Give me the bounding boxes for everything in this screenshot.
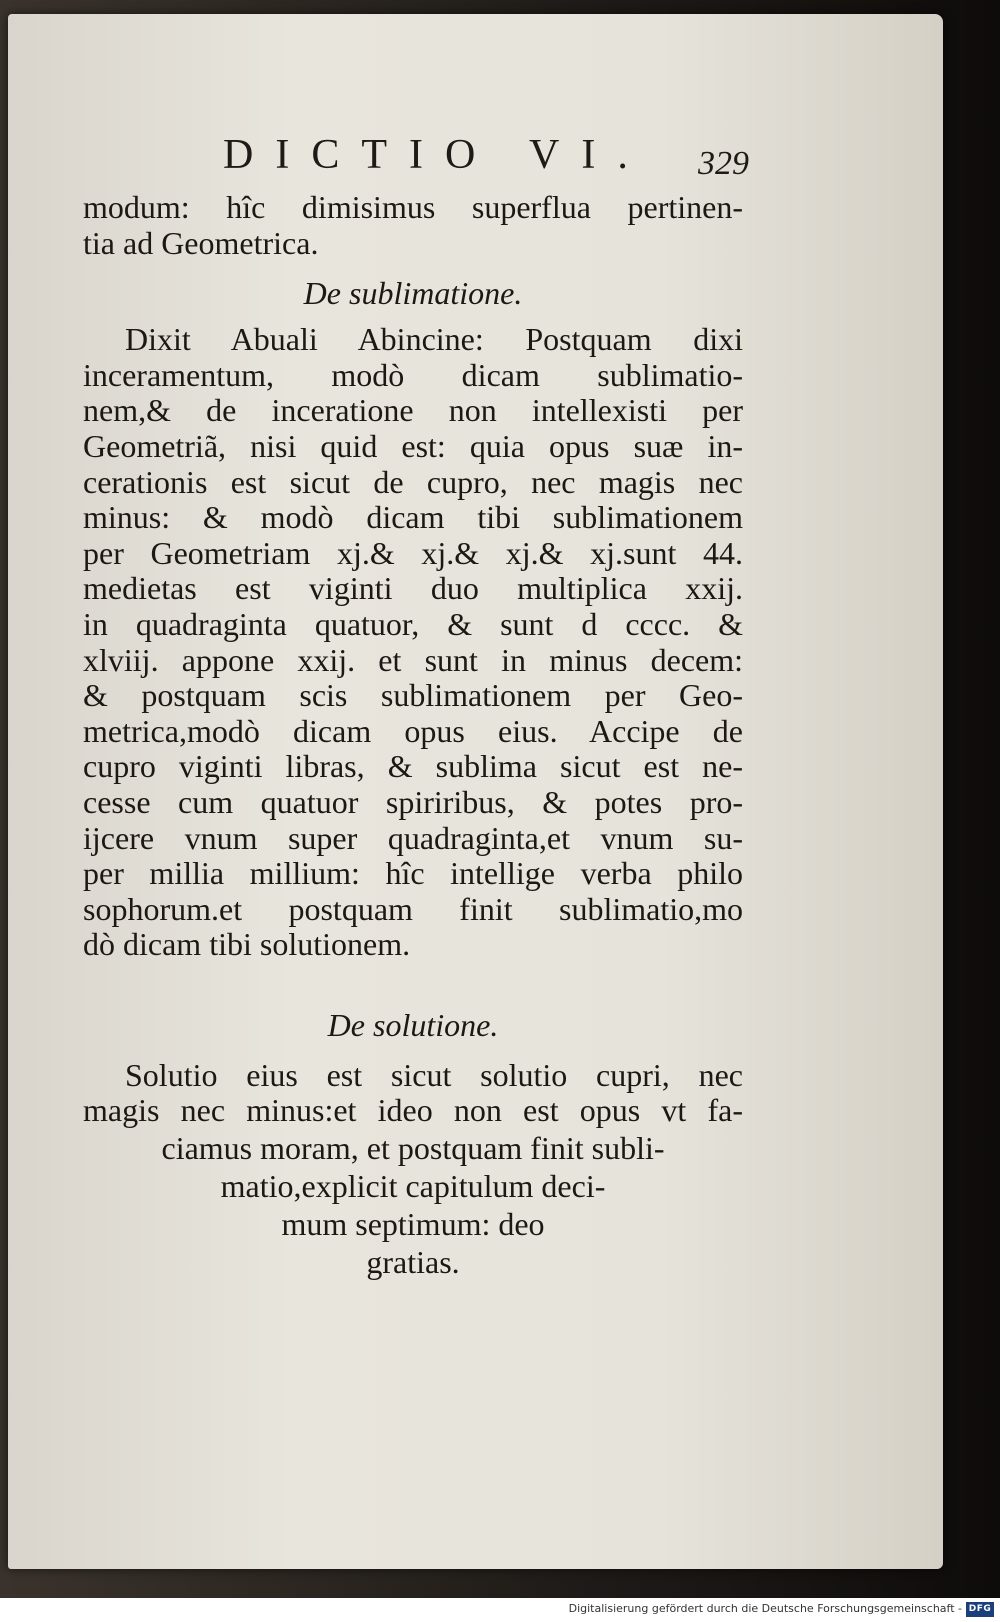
text-line: in quadraginta quatuor, & sunt d cccc. &: [83, 605, 743, 642]
text-line: xlviij. appone xxij. et sunt in minus decem:: [83, 641, 743, 678]
text-line: minus: & modò dicam tibi sublimationem: [83, 499, 743, 536]
text-line: per Geometriam xj.& xj.& xj.& xj.sunt 44.: [83, 534, 743, 571]
text-line: matio,explicit capitulum deci-: [220, 1168, 606, 1205]
text-line: cesse cum quatuor spiriribus, & potes pro-: [83, 783, 743, 820]
text-line: & postquam scis sublimationem per Geo-: [83, 677, 743, 714]
book-page: [8, 14, 943, 1569]
text-line: mum septimum: deo: [281, 1206, 545, 1243]
text-block: [83, 190, 743, 1281]
text-line: ciamus moram, et postquam finit subli-: [161, 1130, 665, 1167]
page-number: 329: [698, 145, 749, 182]
text-line: medietas est viginti duo multiplica xxij.: [83, 570, 743, 607]
section-heading-solutione: De solutione.: [327, 1006, 499, 1043]
text-line: per millia millium: hîc intellige verba philo: [83, 855, 743, 892]
text-line: gratias.: [366, 1244, 460, 1281]
text-line: nem,& de inceratione non intellexisti per: [83, 392, 743, 429]
text-line: sophorum.et postquam finit sublimatio,mo: [83, 890, 743, 927]
page-title: DICTIO VI.: [223, 132, 650, 178]
text-line: Dixit Abuali Abincine: Postquam dixi: [125, 321, 743, 358]
footer-bar: [0, 1598, 1000, 1622]
funding-credit: Digitalisierung gefördert durch die Deutsche Forschungsgemeinschaft -: [568, 1602, 962, 1615]
text-line: dò dicam tibi solutionem.: [83, 926, 411, 963]
text-line: metrica,modò dicam opus eius. Accipe de: [83, 712, 743, 749]
running-head: [8, 131, 943, 181]
text-line: inceramentum, modò dicam sublimatio-: [83, 356, 743, 393]
text-line: magis nec minus:et ideo non est opus vt fa-: [83, 1092, 743, 1129]
text-line: tia ad Geometrica.: [83, 224, 319, 261]
dfg-logo-icon: DFG: [966, 1602, 994, 1617]
text-line: ijcere vnum super quadraginta,et vnum su-: [83, 819, 743, 856]
text-line: cerationis est sicut de cupro, nec magis nec: [83, 463, 743, 500]
text-line: cupro viginti libras, & sublima sicut est ne-: [83, 748, 743, 785]
text-line: Geometriã, nisi quid est: quia opus suæ in-: [83, 427, 743, 464]
section-heading-sublimatione: De sublimatione.: [303, 275, 523, 312]
text-line: modum: hîc dimisimus superflua pertinen-: [83, 189, 743, 225]
text-line: Solutio eius est sicut solutio cupri, nec: [125, 1056, 743, 1093]
